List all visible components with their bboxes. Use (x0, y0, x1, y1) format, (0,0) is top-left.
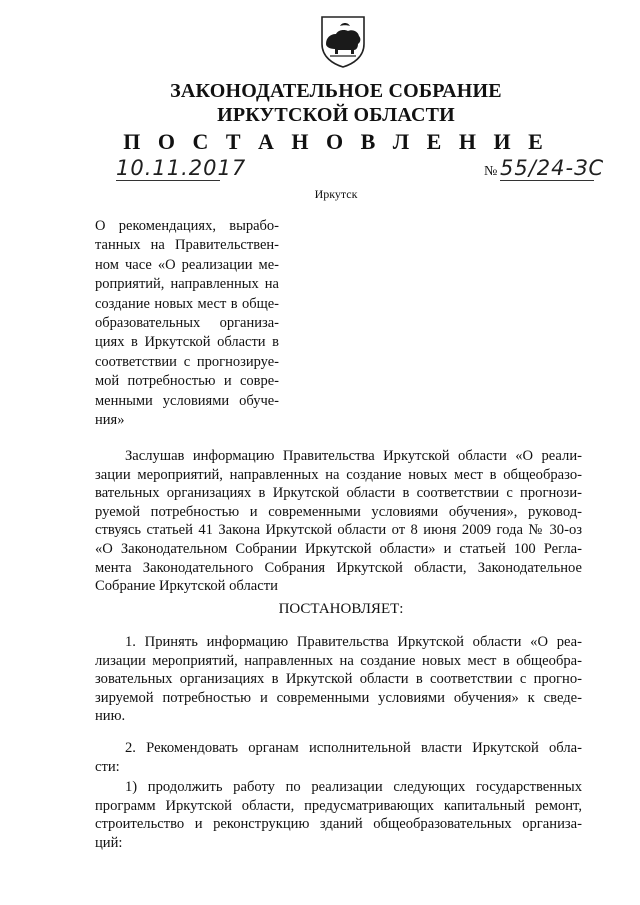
subject-line: ном часе «О реализации ме- (95, 256, 279, 273)
paragraph-line: зируемой потребностью и современными условиями обучения» к сведе- (95, 689, 582, 706)
coat-of-arms-emblem (318, 14, 368, 68)
item-2-subitem-1-paragraph (95, 778, 582, 852)
subject-line: мой потребностью и совре- (95, 373, 279, 390)
paragraph-line: вательных организациях в Иркутской области в соответствии с прогнози- (95, 485, 582, 502)
organization-name-line1: ЗАКОНОДАТЕЛЬНОЕ СОБРАНИЕ (170, 80, 502, 102)
city-name: Иркутск (314, 187, 358, 201)
paragraph-line: ствуясь статьей 41 Закона Иркутской области от 8 июня 2009 года № 30-оз (95, 522, 582, 539)
paragraph-line: зации мероприятий, направленных на создание новых мест в общеобразо- (95, 466, 582, 483)
number-sign: № (484, 164, 498, 179)
paragraph-line: 2. Рекомендовать органам исполнительной власти Иркутской обла- (125, 740, 582, 756)
subject-line: создание новых мест в обще- (95, 295, 279, 312)
item-1-paragraph (95, 633, 582, 726)
document-subject (95, 217, 279, 430)
subject-line: танных на Правительствен- (95, 237, 279, 254)
document-type-title: П О С Т А Н О В Л Е Н И Е (123, 129, 549, 154)
subject-line: ния» (95, 412, 125, 429)
document-date: 10.11.2017 (116, 156, 247, 180)
paragraph-line: Заслушав информацию Правительства Иркутской области «О реали- (125, 448, 582, 464)
subject-line: роприятий, направленных на (95, 276, 279, 293)
paragraph-line: ций: (95, 834, 123, 851)
preamble-paragraph (95, 447, 582, 596)
paragraph-line: сти: (95, 758, 120, 775)
subject-line: циях в Иркутской области в (95, 334, 279, 351)
document-number: 55/24-ЗС (500, 156, 605, 180)
paragraph-line: руемой потребностью и современными условиями обучения», руковод- (95, 503, 582, 520)
paragraph-line: строительство и реконструкцию зданий общеобразовательных организа- (95, 816, 582, 833)
resolves-heading: ПОСТАНОВЛЯЕТ: (278, 601, 404, 617)
subject-line: соответствии с прогнозируе- (95, 353, 279, 370)
subject-line: О рекомендациях, вырабо- (95, 218, 279, 234)
paragraph-line: 1. Принять информацию Правительства Иркутской области «О реа- (125, 634, 582, 650)
paragraph-line: лизации мероприятий, направленных на создание новых мест в общеобра- (95, 652, 582, 669)
paragraph-line: программ Иркутской области, предусматривающих капитальный ремонт, (95, 797, 582, 814)
paragraph-line: «О Законодательном Собрании Иркутской области» и статьей 100 Регла- (95, 540, 582, 557)
paragraph-line: 1) продолжить работу по реализации следующих государственных (125, 779, 582, 795)
paragraph-line: Собрание Иркутской области (95, 578, 278, 595)
paragraph-line: мента Законодательного Собрания Иркутской области, Законодательное (95, 559, 582, 576)
subject-line: образовательных организа- (95, 315, 279, 332)
organization-name-line2: ИРКУТСКОЙ ОБЛАСТИ (217, 104, 455, 126)
subject-line: менными условиями обуче- (95, 392, 279, 409)
item-2-paragraph (95, 739, 582, 776)
paragraph-line: зовательных организациях в Иркутской области в соответствии с прогно- (95, 671, 582, 688)
paragraph-line: нию. (95, 708, 126, 725)
